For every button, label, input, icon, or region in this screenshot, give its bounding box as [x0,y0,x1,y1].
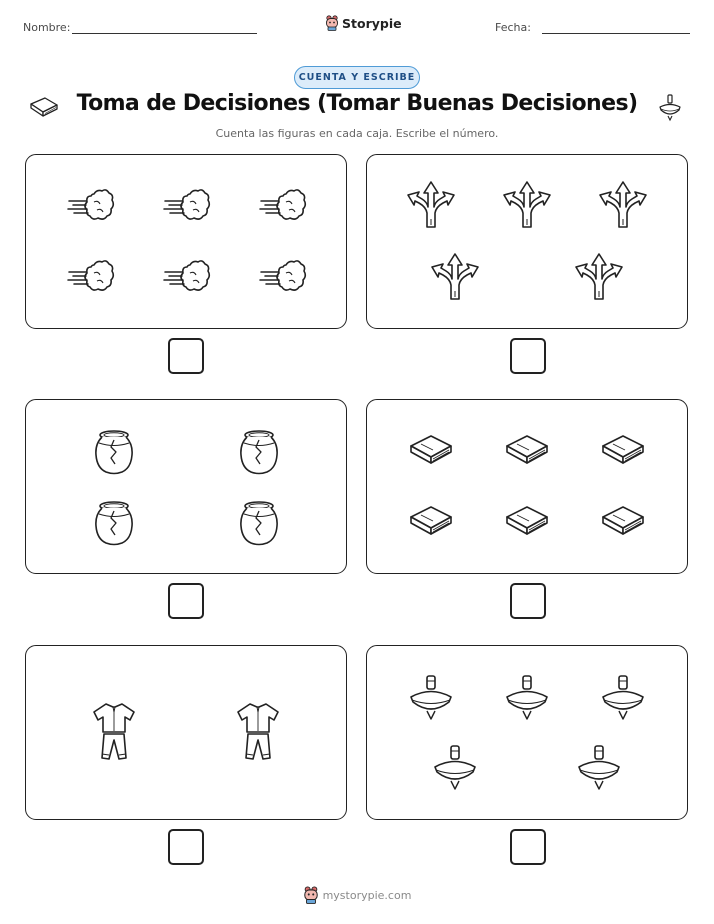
brand-name: Storypie [342,15,402,31]
book-icon [503,430,551,470]
wind-gust-icon [259,186,307,226]
wind-gust-icon [163,186,211,226]
answer-box-spinning-top[interactable] [510,829,546,865]
wind-gust-icon [67,257,115,297]
book-icon [407,501,455,541]
answer-box-wind[interactable] [168,338,204,374]
cracked-pot-icon [237,428,281,476]
answer-box-pajamas[interactable] [168,829,204,865]
date-field[interactable] [542,33,690,34]
count-card-pot [25,399,347,574]
cracked-pot-icon [237,499,281,547]
answer-box-book[interactable] [510,583,546,619]
name-label: Nombre: [23,21,71,34]
activity-badge: CUENTA Y ESCRIBE [294,66,420,89]
date-label: Fecha: [495,21,531,34]
spinning-top-icon [407,674,455,722]
wind-gust-icon [67,186,115,226]
footer-url[interactable]: mystorypie.com [322,888,412,902]
book-icon [599,501,647,541]
count-card-spinning-top [366,645,688,820]
name-field[interactable] [72,33,257,34]
book-icon [28,95,60,117]
spinning-top-icon [431,744,479,792]
wind-gust-icon [259,257,307,297]
answer-box-crossroads[interactable] [510,338,546,374]
spinning-top-icon [658,94,682,122]
instructions: Cuenta las figuras en cada caja. Escribe el número. [215,127,499,140]
spinning-top-icon [503,674,551,722]
answer-box-pot[interactable] [168,583,204,619]
cracked-pot-icon [92,499,136,547]
storypie-mascot-icon [303,886,319,904]
crossroads-arrows-icon [501,179,553,231]
page-title: Toma de Decisiones (Tomar Buenas Decisiones) [76,91,638,116]
count-card-pajamas [25,645,347,820]
worksheet-header [0,0,714,50]
crossroads-arrows-icon [597,179,649,231]
spinning-top-icon [599,674,647,722]
pajamas-icon [234,700,282,766]
storypie-mascot-icon [325,15,339,31]
count-card-book [366,399,688,574]
cracked-pot-icon [92,428,136,476]
pajamas-icon [90,700,138,766]
wind-gust-icon [163,257,211,297]
spinning-top-icon [575,744,623,792]
crossroads-arrows-icon [573,251,625,303]
count-card-wind [25,154,347,329]
book-icon [599,430,647,470]
book-icon [407,430,455,470]
crossroads-arrows-icon [405,179,457,231]
crossroads-arrows-icon [429,251,481,303]
count-card-crossroads [366,154,688,329]
brand-logo [325,13,402,33]
footer [0,884,714,906]
book-icon [503,501,551,541]
